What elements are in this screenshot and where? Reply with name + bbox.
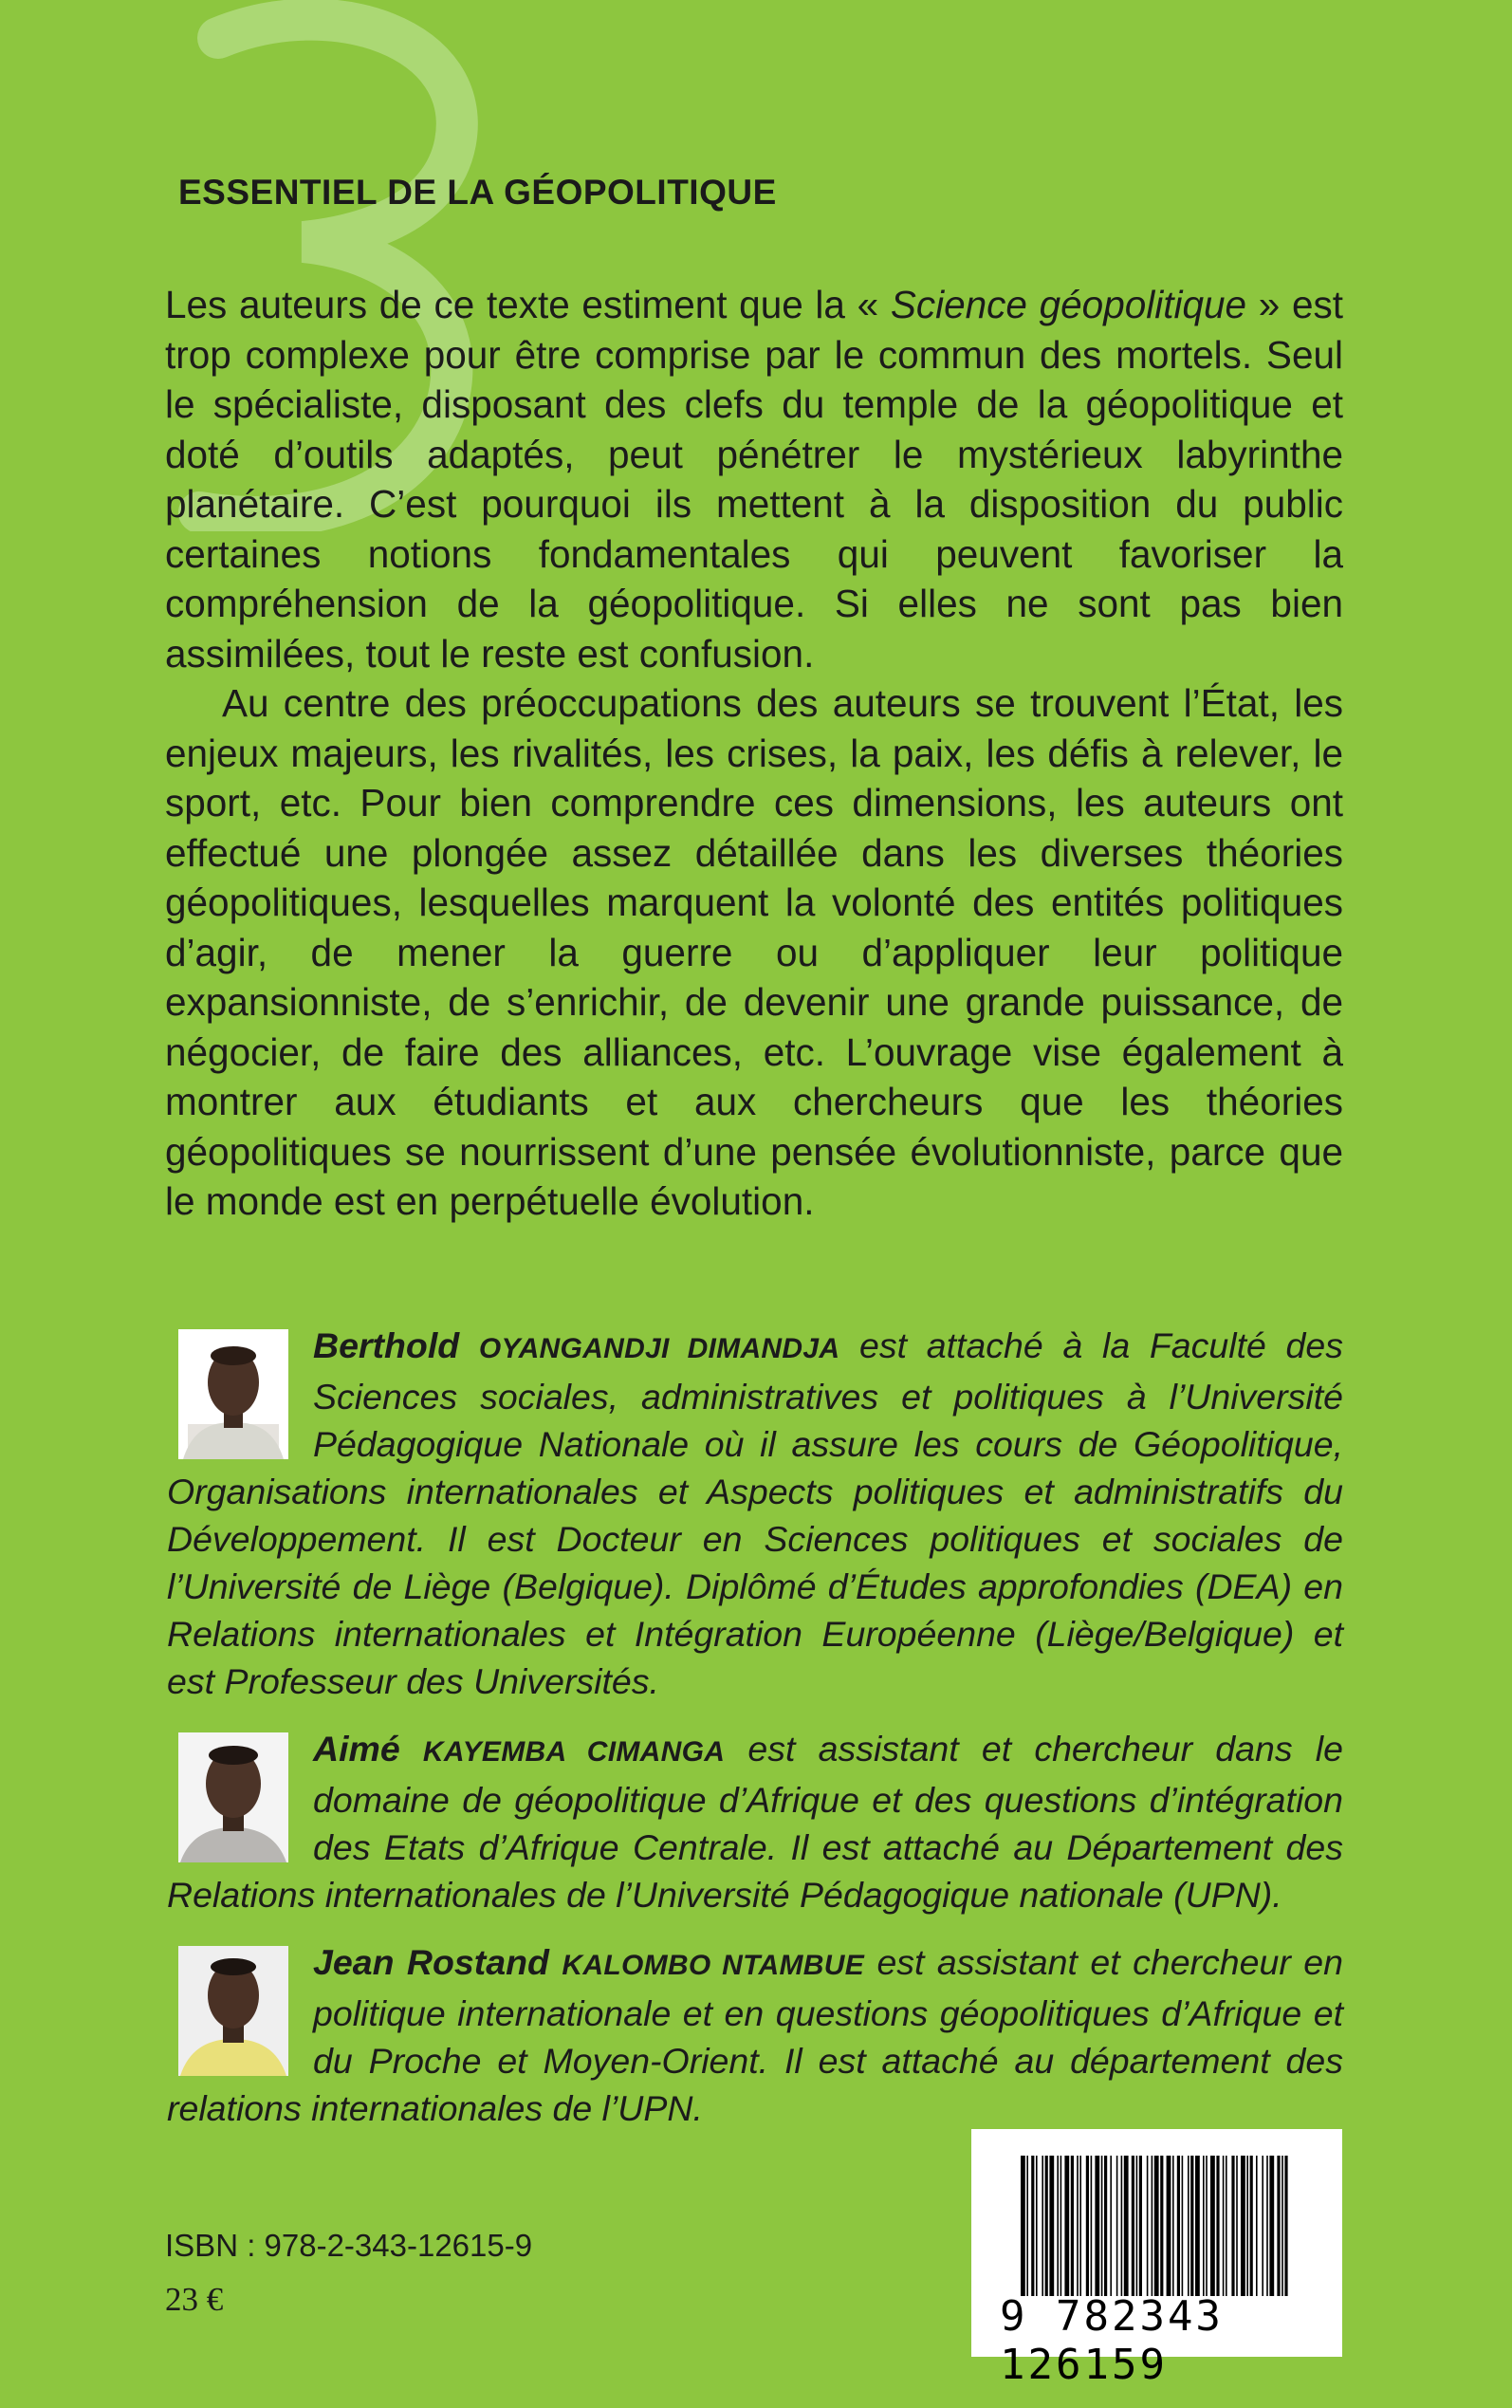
barcode-bar [1262, 2156, 1263, 2296]
barcode-bar [1095, 2156, 1099, 2296]
barcode-bar [1195, 2156, 1200, 2296]
author-name-3: Jean Rostand KALOMBO NTAMBUE [313, 1942, 864, 1982]
barcode-bar [1077, 2156, 1079, 2296]
barcode [971, 2129, 1342, 2389]
barcode-bar [1124, 2156, 1129, 2296]
barcode-bar [1045, 2156, 1048, 2296]
isbn-number: ISBN : 978-2-343-12615-9 [165, 2228, 533, 2263]
barcode-bar [1116, 2156, 1118, 2296]
barcode-bar [1152, 2156, 1153, 2296]
barcode-bar [1167, 2156, 1171, 2296]
barcode-bar [1036, 2156, 1038, 2296]
barcode-bar [1203, 2156, 1205, 2296]
barcode-bar [1266, 2156, 1268, 2296]
barcode-bar [1269, 2156, 1274, 2296]
barcode-bar [1160, 2156, 1163, 2296]
barcode-bar [1206, 2156, 1208, 2296]
barcode-bar [1064, 2156, 1069, 2296]
barcode-bar [1060, 2156, 1062, 2296]
barcode-bar [1110, 2156, 1112, 2296]
author-photo-3 [178, 1946, 288, 2076]
author-photo-1 [178, 1329, 288, 1459]
barcode-bar [1172, 2156, 1174, 2296]
barcode-bar [1188, 2156, 1189, 2296]
barcode-bar [1190, 2156, 1193, 2296]
barcode-bar [1223, 2156, 1225, 2296]
barcode-bar [1031, 2156, 1034, 2296]
barcode-bar [1132, 2156, 1134, 2296]
barcode-bar [1104, 2156, 1107, 2296]
barcode-bar [1139, 2156, 1142, 2296]
barcode-bars [1021, 2156, 1296, 2296]
barcode-bar [1026, 2156, 1028, 2296]
author-name-2: Aimé KAYEMBA CIMANGA [313, 1729, 726, 1769]
barcode-bar [1226, 2156, 1227, 2296]
barcode-bar [1277, 2156, 1280, 2296]
barcode-bar [1241, 2156, 1245, 2296]
author-bio-1: Berthold OYANGANDJI DIMANDJA est attaché à la Faculté des Sciences sociales, administratives et politiques à l’Université Pédagogique Nationale où il assure les cours de Géopolitique, Organisations internationales et Aspects politiques et administratifs du Développement. Il est Docteur en Sciences politiques et sociales de l’Université de Liège (Belgique). Diplômé d’Études approfondies (DEA) en Relations internationales et Intégration Européenne (Liège/Belgique) et est Professeur des Universités. [167, 1325, 1344, 1701]
barcode-bar [1086, 2156, 1089, 2296]
barcode-bar [1049, 2156, 1054, 2296]
barcode-bar [1284, 2156, 1287, 2296]
barcode-bar [1154, 2156, 1159, 2296]
barcode-bar [1091, 2156, 1093, 2296]
barcode-bar [1057, 2156, 1059, 2296]
summary-paragraph-1: Les auteurs de ce texte estiment que la « Science géopolitique » est trop complexe pour être comprise par le commun des mortels. Seul le spécialiste, disposant des clefs du temple de la géopolitique et doté d’outils adaptés, peut pénétrer le mystérieux labyrinthe planétaire. C’est pourquoi ils mettent à la disposition du public certaines notions fondamentales qui peuvent favoriser la compréhension de la géopolitique. Si elles ne sont pas bien assimilées, tout le reste est confusion. [165, 283, 1343, 676]
barcode-bar [1136, 2156, 1138, 2296]
barcode-bar [1216, 2156, 1219, 2296]
barcode-bar [1231, 2156, 1234, 2296]
book-title: ESSENTIEL DE LA GÉOPOLITIQUE [178, 173, 777, 212]
barcode-bar [1256, 2156, 1258, 2296]
barcode-bar [1042, 2156, 1043, 2296]
barcode-bar [1282, 2156, 1283, 2296]
barcode-bar [1079, 2156, 1081, 2296]
barcode-bar [1121, 2156, 1123, 2296]
barcode-bar [1071, 2156, 1074, 2296]
barcode-bar [1147, 2156, 1149, 2296]
barcode-bar [1210, 2156, 1215, 2296]
author-name-1: Berthold OYANGANDJI DIMANDJA [313, 1325, 840, 1365]
barcode-bar [1101, 2156, 1103, 2296]
barcode-bar [1246, 2156, 1248, 2296]
price: 23 € [165, 2281, 224, 2318]
barcode-bar [1236, 2156, 1238, 2296]
barcode-bar [1250, 2156, 1253, 2296]
summary-paragraph-2: Au centre des préoccupations des auteurs se trouvent l’État, les enjeux majeurs, les rivalités, les crises, la paix, les défis à relever, le sport, etc. Pour bien comprendre ces dimensions, les auteurs ont effectué une plongée assez détaillée dans les diverses théories géopolitiques, lesquelles marquent la volonté des entités politiques d’agir, de mener la guerre ou d’appliquer leur politique expansionniste, de s’enrichir, de devenir une grande puissance, de négocier, de faire des alliances, etc. L’ouvrage vise également à montrer aux étudiants et aux chercheurs que les théories géopolitiques se nourrissent d’une pensée évolutionniste, parce que le monde est en perpétuelle évolution. [165, 681, 1343, 1223]
book-summary [165, 280, 1343, 1227]
barcode-bar [1021, 2156, 1025, 2296]
author-photo-2 [178, 1732, 288, 1862]
author-bio-2: Aimé KAYEMBA CIMANGA est assistant et chercheur dans le domaine de géopolitique d’Afrique et des questions d’intégration des Etats d’Afrique Centrale. Il est attaché au Département des Relations internationales de l’Université Pédagogique nationale (UPN). [167, 1729, 1343, 1915]
barcode-digits: 9 782343 126159 [1000, 2292, 1224, 2389]
barcode-bar [1182, 2156, 1184, 2296]
author-bio-3: Jean Rostand KALOMBO NTAMBUE est assistant et chercheur en politique internationale et en questions géopolitiques d’Afrique et du Proche et Moyen-Orient. Il est attaché au département des relations internationales de l’UPN. [167, 1942, 1344, 2128]
barcode-bar [1177, 2156, 1180, 2296]
